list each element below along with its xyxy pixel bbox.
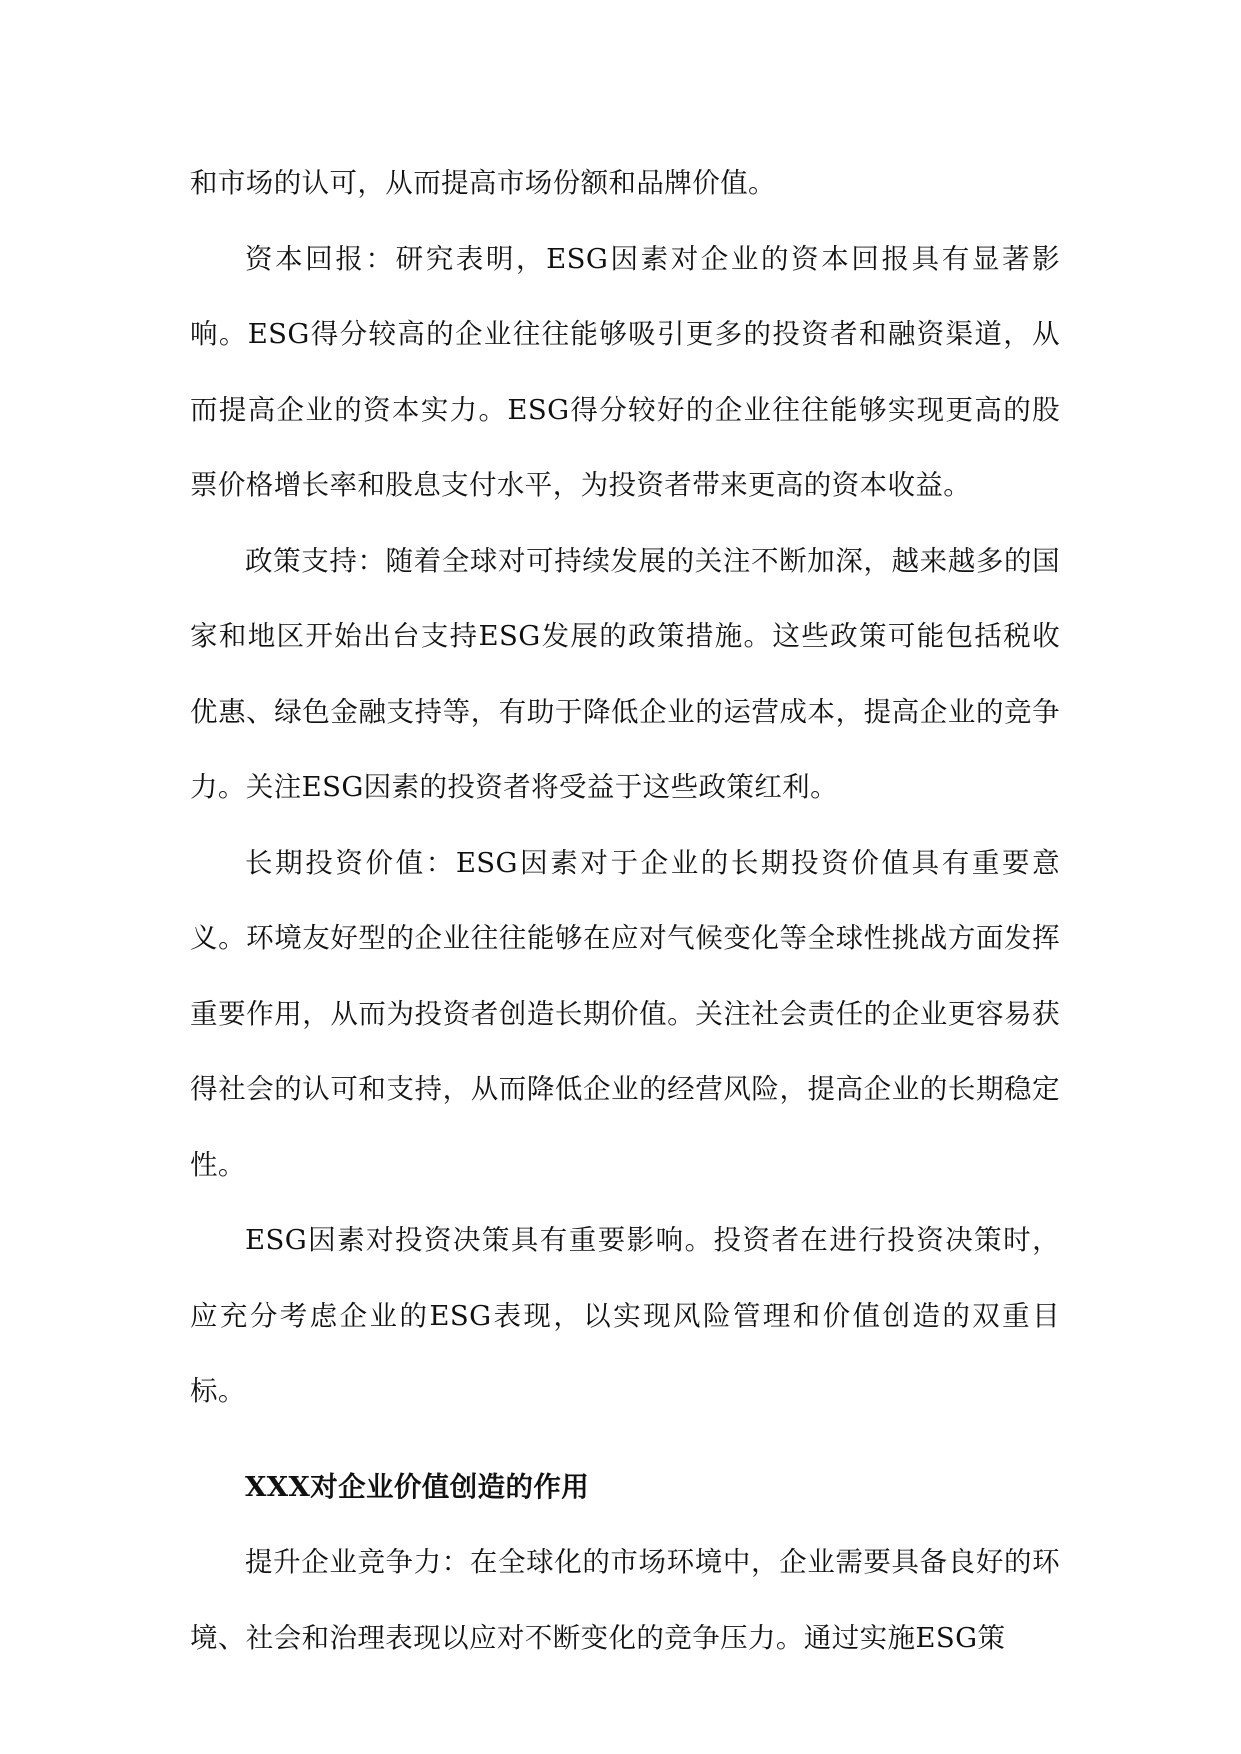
document-body	[190, 146, 1060, 1676]
section-spacer	[190, 1430, 1060, 1450]
paragraph-competitiveness: 提升企业竞争力：在全球化的市场环境中，企业需要具备良好的环境、社会和治理表现以应对不断变化的竞争压力。通过实施ESG策	[190, 1546, 1060, 1654]
paragraph-capital-return: 资本回报：研究表明，ESG因素对企业的资本回报具有显著影响。ESG得分较高的企业往往能够吸引更多的投资者和融资渠道，从而提高企业的资本实力。ESG得分较好的企业往往能够实现更高的股票价格增长率和股息支付水平，为投资者带来更高的资本收益。	[190, 242, 1060, 501]
paragraph-long-term-value: 长期投资价值：ESG因素对于企业的长期投资价值具有重要意义。环境友好型的企业往往能够在应对气候变化等全球性挑战方面发挥重要作用，从而为投资者创造长期价值。关注社会责任的企业更容易获得社会的认可和支持，从而降低企业的经营风险，提高企业的长期稳定性。	[190, 846, 1060, 1181]
paragraph-policy-support: 政策支持：随着全球对可持续发展的关注不断加深，越来越多的国家和地区开始出台支持ESG发展的政策措施。这些政策可能包括税收优惠、绿色金融支持等，有助于降低企业的运营成本，提高企业的竞争力。关注ESG因素的投资者将受益于这些政策红利。	[190, 544, 1060, 803]
section-heading: XXX对企业价值创造的作用	[245, 1470, 590, 1503]
paragraph-esg-conclusion: ESG因素对投资决策具有重要影响。投资者在进行投资决策时，应充分考虑企业的ESG表现，以实现风险管理和价值创造的双重目标。	[190, 1224, 1060, 1407]
paragraph-continuation: 和市场的认可，从而提高市场份额和品牌价值。	[190, 167, 776, 199]
